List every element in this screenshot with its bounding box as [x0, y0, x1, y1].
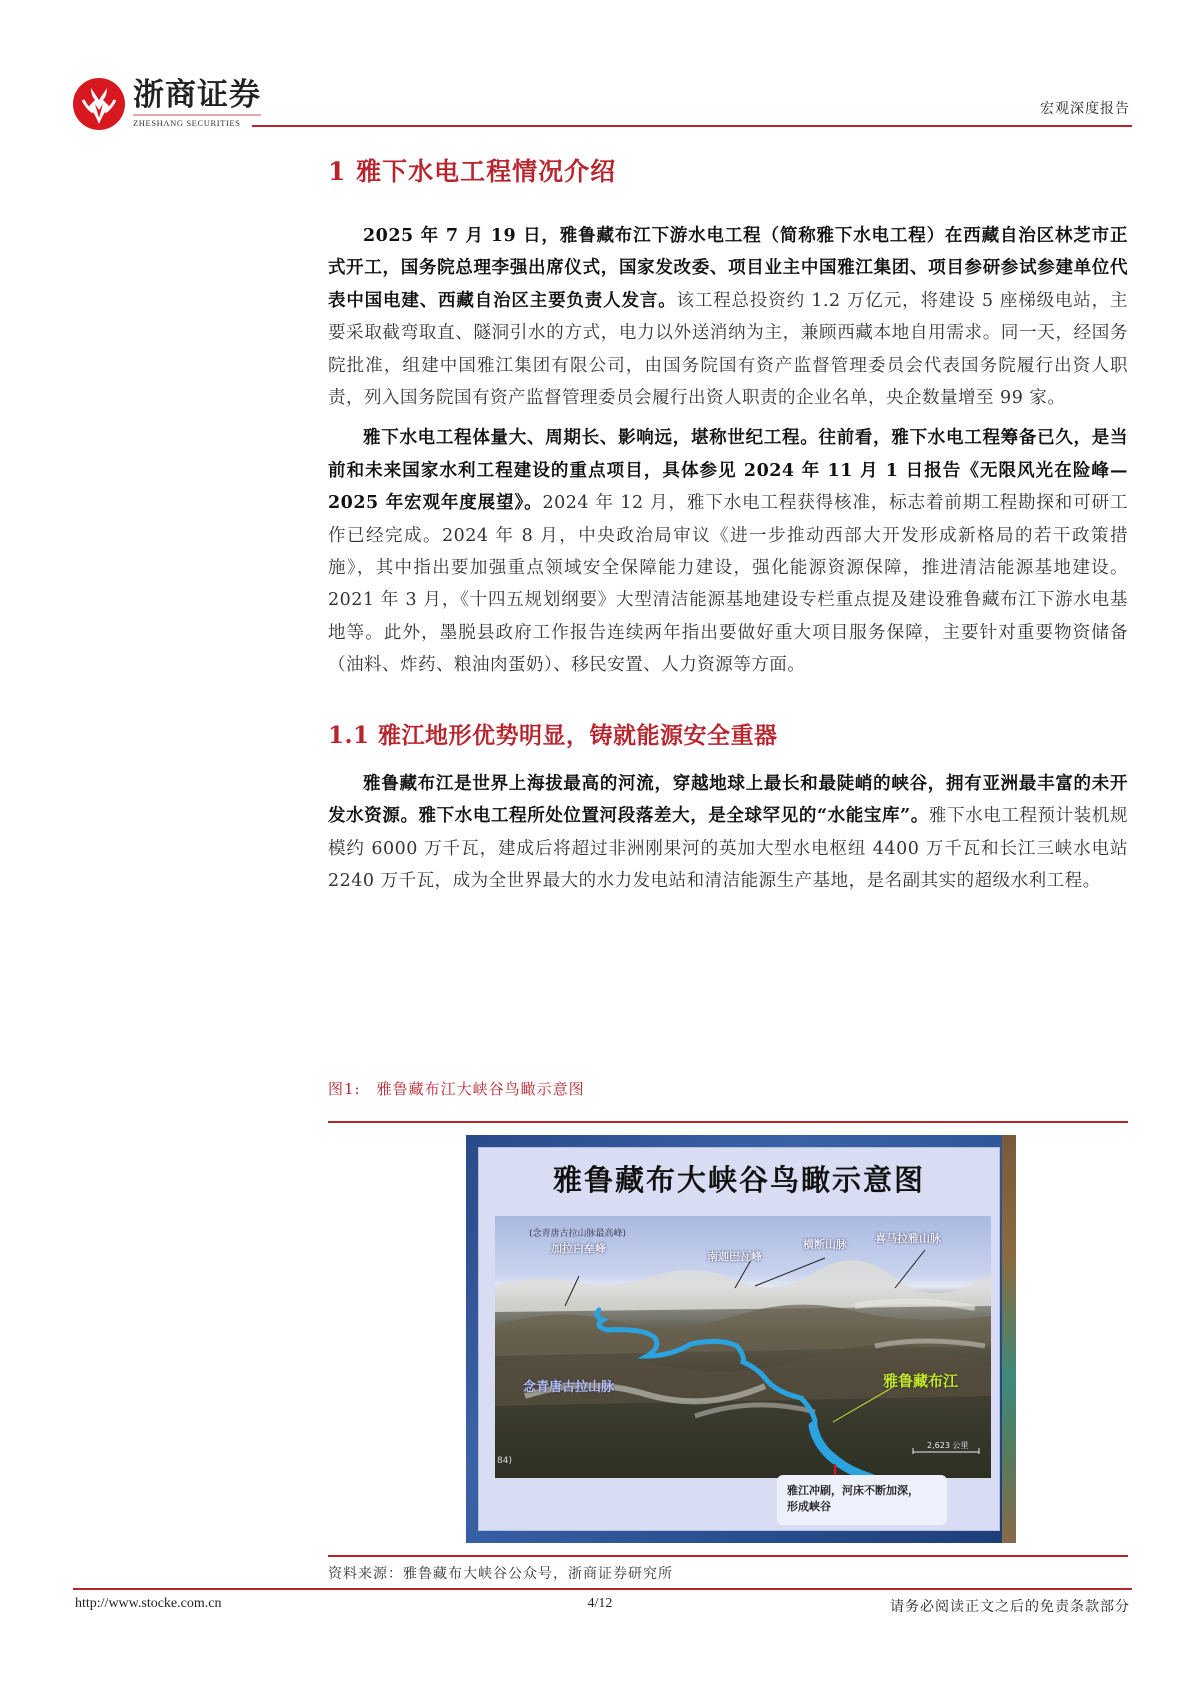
website-link[interactable]: http://www.stocke.com.cn	[75, 1596, 222, 1611]
paragraph	[328, 768, 1128, 898]
footer-divider	[73, 1588, 1132, 1590]
peak-label-gyala-peri: 加拉白垒峰	[551, 1242, 606, 1255]
logo-emblem-icon	[73, 78, 125, 130]
callout-line-1: 雅江冲刷，河床不断加深，	[787, 1484, 919, 1497]
paragraph-emphasis: 2025 年 7 月 19 日，雅鲁藏布江下游水电工程（简称雅下水电工程）在西藏自治区林芝市正式开工，国务院总理李强出席仪式，国家发改委、项目业主中国雅江集团、项目参研参试参建单位代表中国电建、西藏自治区主要负责人发言。	[328, 226, 1128, 311]
paragraph	[328, 220, 1128, 414]
paragraph-body: 该工程总投资约 1.2 万亿元，将建设 5 座梯级电站，主要采取截弯取直、隧洞引水的方式，电力以外送消纳为主，兼顾西藏本地自用需求。同一天，经国务院批准，组建中国雅江集团有限公司，由国务院国有资产监督管理委员会代表国务院履行出资人职责，列入国务院国有资产监督管理委员会履行出资人职责的企业名单，央企数量增至 99 家。	[328, 290, 1128, 409]
terrain-map	[495, 1216, 991, 1478]
page-number: 4/12	[587, 1596, 613, 1611]
figure-title: 雅鲁藏布江大峡谷鸟瞰示意图	[376, 1080, 585, 1098]
figure-top-divider	[328, 1121, 1128, 1123]
river-label-yarlung-tsangpo: 雅鲁藏布江	[883, 1372, 959, 1390]
paragraph-emphasis: 雅下水电工程体量大、周期长、影响远，堪称世纪工程。往前看，雅下水电工程筹备已久，是当前和未来国家水利工程建设的重点项目，具体参见 2024 年 11 月 1 日报告《无限风光在险峰—2025 年宏观年度展望》。	[328, 428, 1128, 514]
logo-chinese-name: 浙商证券	[133, 78, 261, 116]
callout-line-2: 形成峡谷	[787, 1500, 831, 1513]
figure-source: 资料来源：雅鲁藏布大峡谷公众号，浙商证券研究所	[328, 1566, 673, 1582]
paragraph-body: 2024 年 12 月，雅下水电工程获得核准，标志着前期工程勘探和可研工作已经完成。2024 年 8 月，中央政治局审议《进一步推动西部大开发形成新格局的若干政策措施》，其中指出要加强重点领域安全保障能力建设，强化能源资源保障，推进清洁能源基地建设。2021 年 3 月，《十四五规划纲要》大型清洁能源基地建设专栏重点提及建设雅鲁藏布江下游水电基地等。此外，墨脱县政府工作报告连续两年指出要做好重大项目服务保障，主要针对重要物资储备（油料、炸药、粮油肉蛋奶）、移民安置、人力资源等方面。	[328, 493, 1128, 676]
figure-bottom-divider	[328, 1555, 1128, 1557]
range-label-nyenchen-tanglha: 念青唐古拉山脉	[523, 1380, 615, 1395]
scale-bar-label: 2,623 公里	[927, 1441, 969, 1450]
figure-panel	[478, 1147, 1000, 1531]
erosion-callout	[777, 1475, 947, 1525]
header-divider	[252, 125, 1132, 127]
paragraph	[328, 422, 1128, 681]
company-logo	[73, 78, 261, 130]
coordinate-label: 84)	[497, 1456, 512, 1466]
report-type-label: 宏观深度报告	[1040, 101, 1130, 117]
figure-caption	[328, 1078, 585, 1099]
background-photo-strip	[1002, 1135, 1016, 1543]
range-label-himalaya: 喜马拉雅山脉	[875, 1232, 941, 1245]
disclaimer-note: 请务必阅读正文之后的免责条款部分	[890, 1599, 1130, 1615]
peak-label-namcha-barwa: 南迦巴瓦峰	[707, 1250, 762, 1263]
paragraph-emphasis: 雅鲁藏布江是世界上海拔最高的河流，穿越地球上最长和最陡峭的峡谷，拥有亚洲最丰富的未开发水资源。雅下水电工程所处位置河段落差大，是全球罕见的“水能宝库”。	[328, 773, 1128, 827]
main-content	[328, 150, 1128, 897]
logo-english-name: ZHESHANG SECURITIES	[133, 118, 241, 128]
page-header	[0, 0, 1200, 140]
subsection-heading: 1.1 雅江地形优势明显，铸就能源安全重器	[328, 721, 778, 749]
peak-note-label: (念青唐古拉山脉最高峰)	[529, 1229, 627, 1239]
paragraph-body: 雅下水电工程预计装机规模约 6000 万千瓦，建成后将超过非洲刚果河的英加大型水电枢纽 4400 万千瓦和长江三峡水电站 2240 万千瓦，成为全世界最大的水力发电站和清洁能源生产基地，是名副其实的超级水利工程。	[328, 806, 1128, 891]
range-label-hengduan: 横断山脉	[803, 1238, 847, 1251]
section-heading: 1 雅下水电工程情况介绍	[328, 157, 617, 186]
figure-number: 图1:	[328, 1080, 361, 1098]
canyon-aerial-figure	[466, 1135, 1016, 1543]
figure-image-title: 雅鲁藏布大峡谷鸟瞰示意图	[552, 1163, 925, 1197]
